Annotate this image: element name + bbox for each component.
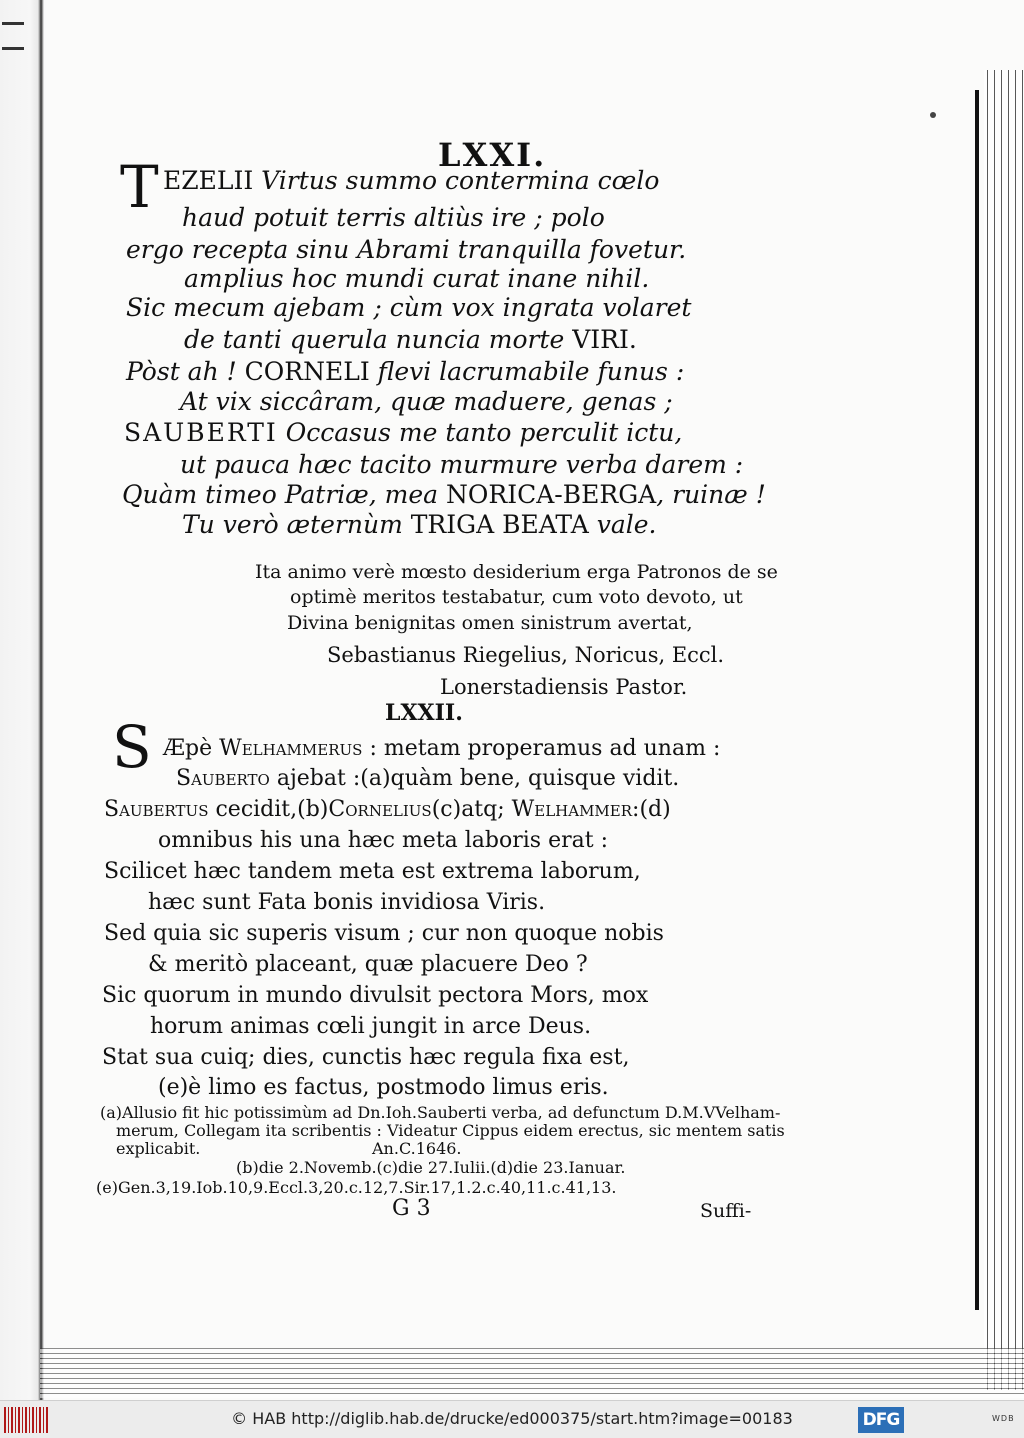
- name-norica-berga: NORICA-BERGA: [446, 480, 657, 509]
- line-text: (c)atq;: [431, 797, 512, 822]
- poem-line: [184, 325, 637, 354]
- line-text: Pòst ah !: [126, 357, 245, 386]
- line-text: vale.: [588, 510, 657, 539]
- viewer-footer: [0, 1400, 1024, 1438]
- poem-line: [104, 797, 671, 822]
- poem-line: hæc sunt Fata bonis invidiosa Viris.: [148, 890, 546, 915]
- poem-line: amplius hoc mundi curat inane nihil.: [184, 264, 650, 293]
- poem-line: [122, 480, 766, 509]
- poem-line: [163, 736, 720, 761]
- footnote-a: (a)Allusio fit hic potissimùm ad Dn.Ioh.Sauberti verba, ad defunctum D.M.VVelham-: [100, 1103, 781, 1122]
- poem-line: [124, 418, 682, 447]
- name-saubertus: Saubertus: [104, 797, 209, 822]
- poem-line: [126, 357, 684, 386]
- ink-speck: [930, 112, 936, 118]
- name-triga-beata: TRIGA BEATA: [410, 510, 589, 539]
- line-text: Quàm timeo Patriæ, mea: [122, 480, 447, 509]
- poem-line: Sic quorum in mundo divulsit pectora Mors, mox: [102, 983, 649, 1008]
- binding-mark: [2, 22, 24, 50]
- poem-line: Sic mecum ajebam ; cùm vox ingrata volaret: [126, 293, 692, 322]
- poem-line: (e)è limo es factus, postmodo limus eris.: [158, 1075, 609, 1100]
- dedication-line: optimè meritos testabatur, cum voto devoto, ut: [290, 586, 743, 608]
- poem-heading-lxxi: LXXI.: [438, 136, 547, 174]
- name-corneli: CORNELI: [244, 357, 370, 386]
- poem-line: ergo recepta sinu Abrami tranquilla fovetur.: [126, 235, 687, 264]
- poem-line: At vix siccâram, quæ maduere, genas ;: [180, 387, 673, 416]
- wdb-logo[interactable]: WDB: [992, 1414, 1015, 1423]
- line-text: Tu verò æternùm: [182, 510, 411, 539]
- name-tezelii: EZELII: [163, 166, 254, 195]
- signature-mark: G 3: [392, 1196, 431, 1221]
- name-sauberto: Sauberto: [176, 766, 270, 791]
- line-text: Occasus me tanto perculit ictu,: [277, 418, 683, 447]
- poem-line: [163, 166, 659, 195]
- dedication-line: Divina benignitas omen sinistrum avertat,: [287, 612, 693, 634]
- page-fold-line: [975, 90, 979, 1310]
- poem-line: Scilicet hæc tandem meta est extrema laborum,: [104, 859, 641, 884]
- line-text: Æpè: [163, 736, 220, 761]
- line-text: flevi lacrumabile funus :: [369, 357, 685, 386]
- page-bottom-edge: [40, 1348, 1024, 1398]
- drop-cap-s: S: [112, 713, 152, 781]
- poem-line: haud potuit terris altiùs ire ; polo: [182, 203, 605, 232]
- poem-line: ut pauca hæc tacito murmure verba darem :: [180, 450, 744, 479]
- name-viri: VIRI.: [572, 325, 637, 354]
- footnote-year: An.C.1646.: [372, 1139, 462, 1158]
- drop-cap-t: T: [120, 153, 159, 221]
- poem-line: Sed quia sic superis visum ; cur non quoque nobis: [104, 921, 664, 946]
- poem-line: & meritò placeant, quæ placuere Deo ?: [148, 952, 588, 977]
- line-text: ajebat :(a)quàm bene, quisque vidit.: [269, 766, 680, 791]
- line-text: cecidit,(b): [208, 797, 329, 822]
- poem-line: horum animas cœli jungit in arce Deus.: [150, 1014, 592, 1039]
- line-text: :(d): [632, 797, 671, 822]
- dfg-logo[interactable]: DFG: [858, 1407, 904, 1433]
- line-text: : metam properamus ad unam :: [362, 736, 721, 761]
- line-text: Virtus summo contermina cœlo: [253, 166, 660, 195]
- name-welhammer: Welhammer: [511, 797, 633, 822]
- author-name: Sebastianus Riegelius, Noricus, Eccl.: [327, 643, 725, 667]
- line-text: , ruinæ !: [656, 480, 766, 509]
- footnote-a: explicabit.: [116, 1139, 201, 1158]
- name-welhammerus: Welhammerus: [219, 736, 363, 761]
- page-left-edge: [0, 0, 46, 1400]
- dedication-line: Ita animo verè mœsto desiderium erga Patronos de se: [255, 561, 778, 583]
- footnote-b-c-d: (b)die 2.Novemb.(c)die 27.Iulii.(d)die 23.Ianuar.: [236, 1158, 626, 1177]
- poem-heading-lxxii: LXXII.: [385, 700, 463, 726]
- poem-line: [182, 510, 656, 539]
- footnote-a: merum, Collegam ita scribentis : Videatur Cippus eidem erectus, sic mentem satis: [116, 1121, 785, 1140]
- copyright-link[interactable]: © HAB http://diglib.hab.de/drucke/ed000375/start.htm?image=00183: [231, 1409, 793, 1428]
- poem-line: [176, 766, 679, 791]
- name-cornelius: Cornelius: [328, 797, 432, 822]
- name-sauberti: SAUBERTI: [124, 418, 278, 447]
- catchword: Suffi-: [700, 1200, 752, 1222]
- footnote-e: (e)Gen.3,19.Iob.10,9.Eccl.3,20.c.12,7.Sir.17,1.2.c.40,11.c.41,13.: [96, 1178, 617, 1197]
- line-text: de tanti querula nuncia morte: [184, 325, 573, 354]
- page-right-edge: [984, 70, 1024, 1390]
- poem-line: Stat sua cuiq; dies, cunctis hæc regula fixa est,: [102, 1045, 630, 1070]
- author-office: Lonerstadiensis Pastor.: [440, 675, 688, 699]
- poem-line: omnibus his una hæc meta laboris erat :: [158, 828, 608, 853]
